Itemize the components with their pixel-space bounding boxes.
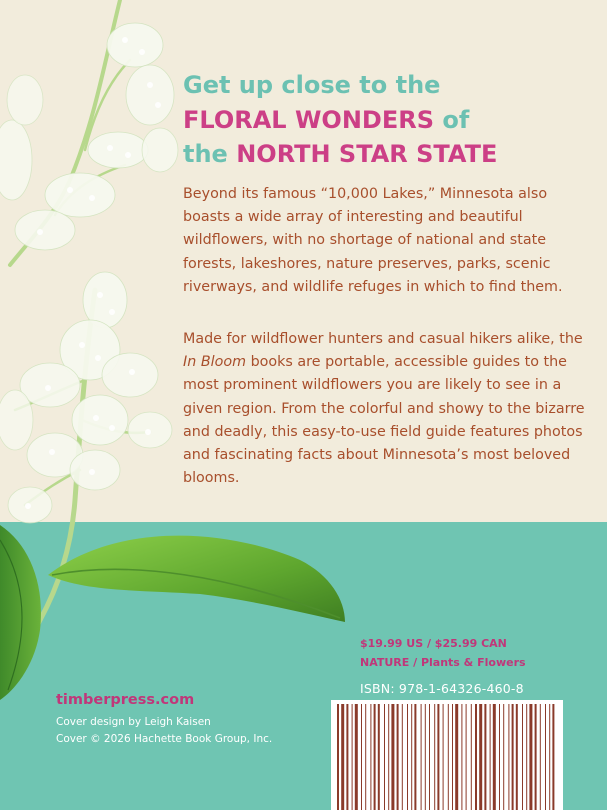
barcode-bar (402, 704, 403, 810)
barcode-bar (484, 704, 486, 810)
headline-line-2-rest: of (433, 105, 470, 134)
publisher-website: timberpress.com (56, 692, 195, 708)
barcode-bar (384, 704, 385, 810)
headline-line-3-lead: the (183, 140, 237, 168)
cover-design-credit: Cover design by Leigh Kaisen (56, 716, 211, 728)
headline-highlight-floral-wonders: FLORAL WONDERS (183, 105, 434, 134)
barcode-bar (516, 704, 518, 810)
barcode-bar (434, 704, 435, 810)
headline-highlight-north-star-state: NORTH STAR STATE (236, 140, 498, 168)
barcode-box (331, 700, 563, 810)
barcode-icon (337, 704, 557, 810)
barcode-bar (346, 704, 348, 810)
barcode-bar (535, 704, 537, 810)
category: NATURE / Plants & Flowers (360, 656, 526, 669)
price: $19.99 US / $25.99 CAN (360, 637, 507, 650)
barcode-bar (391, 704, 394, 810)
headline-line-1: Get up close to the (183, 71, 441, 99)
barcode-bar (429, 704, 430, 810)
isbn-number: ISBN: 978-1-64326-460-8 (360, 681, 524, 696)
barcode-bar (545, 704, 546, 810)
barcode-bar (374, 704, 376, 810)
barcode-bar (397, 704, 399, 810)
barcode-bar (414, 704, 416, 810)
barcode-bar (493, 704, 496, 810)
barcode-bar (407, 704, 408, 810)
barcode-bar (471, 704, 472, 810)
headline (183, 68, 583, 172)
price-block (360, 634, 526, 672)
barcode-bar (443, 704, 444, 810)
barcode-bar (466, 704, 467, 810)
barcode-bar (529, 704, 532, 810)
description-paragraph-1: Beyond its famous “10,000 Lakes,” Minnesota also boasts a wide array of interesting and beautiful wildflowers, with no shortage of national and state forests, lakeshores, nature preserves, parks, scenic riverways, and wildlife refuges in which to find them. (183, 186, 563, 295)
barcode-bar (475, 704, 477, 810)
barcode-bar (370, 704, 371, 810)
barcode-bar (455, 704, 458, 810)
barcode-bar (365, 704, 366, 810)
barcode-bar (421, 704, 422, 810)
barcode-bar (425, 704, 426, 810)
barcode-bar (526, 704, 527, 810)
barcode-bar (540, 704, 541, 810)
description-paragraph-2 (183, 328, 591, 490)
barcode-bar (355, 704, 358, 810)
barcode-bar (549, 704, 550, 810)
barcode-bar (352, 704, 353, 810)
barcode-bar (437, 704, 439, 810)
barcode-bar (522, 704, 523, 810)
barcode-bar (508, 704, 509, 810)
barcode-bar (499, 704, 500, 810)
headline-line-2 (183, 103, 583, 138)
barcode-bar (512, 704, 514, 810)
barcode-bar (452, 704, 453, 810)
barcode-bar (503, 704, 504, 810)
white-blossom-clusters (0, 23, 178, 523)
barcode-bar (448, 704, 449, 810)
barcode-bar (411, 704, 412, 810)
barcode-bar (479, 704, 482, 810)
copyright-notice: Cover © 2026 Hachette Book Group, Inc. (56, 733, 273, 745)
barcode-bar (378, 704, 380, 810)
paragraph-2-after: books are portable, accessible guides to the most prominent wildflowers you are likely to see in a given region. From the colorful and showy to the bizarre and deadly, this easy-to-use field guide features photos and fascinating facts about Minnesota’s most beloved blooms. (183, 354, 585, 487)
large-leaf (48, 536, 345, 622)
barcode-bar (337, 704, 339, 810)
barcode-bar (361, 704, 362, 810)
barcode-bar (388, 704, 389, 810)
paragraph-2-before: Made for wildflower hunters and casual hikers alike, the (183, 331, 583, 347)
series-title-in-bloom: In Bloom (183, 354, 247, 371)
headline-line-3 (183, 137, 583, 172)
barcode-bar (552, 704, 554, 810)
barcode-bar (490, 704, 491, 810)
barcode-bar (461, 704, 462, 810)
barcode-bar (341, 704, 344, 810)
